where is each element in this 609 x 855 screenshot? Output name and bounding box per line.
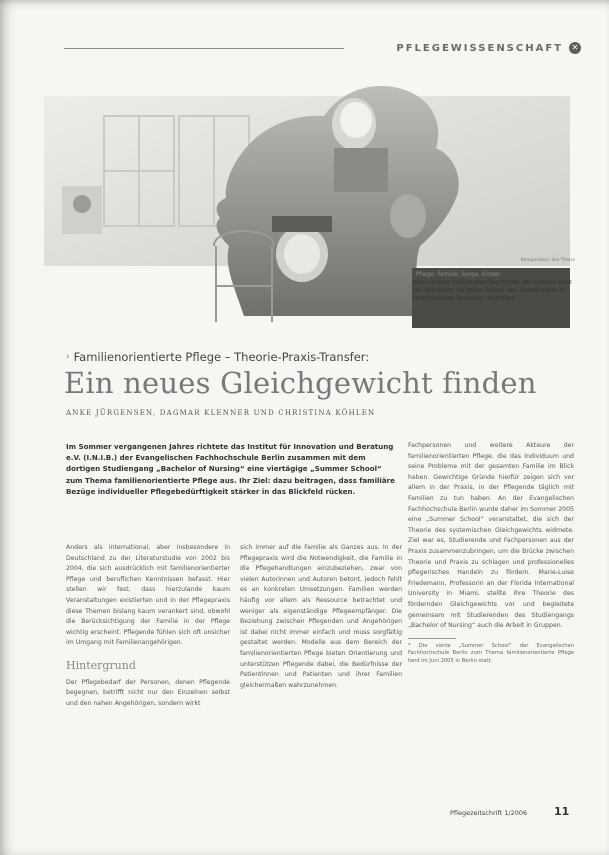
paragraph: Fachpersonen und weitere Akteure der familienorientierten Pflege, die das Individuum und seine Probleme mit der gesamten Familie im Blick haben. Gewichtige Gründe hierfür zeigen sich vor allem in der Praxis, in der Pflegende täglich mit Familien zu tun haben. An der Evangelischen Fachhochschule Berlin wurde daher im Sommer 2005 eine „Summer School“ veranstaltet, die sich der Theorie des systemischen Gleichgewichts widmete. Ziel war es, Studierende und Fachpersonen aus der Praxis zusammenzubringen, um die Brücke zwischen Theorie und Praxis zu schlagen und professionelles pflegerisches Handeln zu fördern. Marie-Luise Friedemann, Professorin an der Florida International University in Miami, stellte ihre Theorie des fördernden Gleichgewichts vor und begleitete gemeinsam mit Studierenden des Studiengangs „Bachelor of Nursing“ auch die Arbeit in Gruppen. <box>408 442 574 630</box>
footer-journal: Pflegezeitschrift 1/2006 <box>450 809 528 817</box>
circle-x-icon: ✕ <box>569 42 581 54</box>
section-label: PFLEGEWISSENSCHAFT <box>396 42 563 54</box>
page-number: 11 <box>554 805 570 818</box>
paragraph: Der Pflegebedarf der Personen, denen Pflegende begegnen, betrifft nicht nur den Einzelnen selbst und den nahen Angehörigen, sondern wirkt <box>66 678 230 707</box>
column-middle <box>240 543 402 691</box>
article-authors: ANKE JÜRGENSEN, DAGMAR KLENNER UND CHRISTINA KÖHLEN <box>66 409 376 417</box>
paragraph: sich immer auf die Familie als Ganzes aus. In der Pflegepraxis wird die Notwendigkeit, die Familie in die Pflegehandlungen einzubeziehen, zwar von vielen Autorinnen und Autoren betont, jedoch fehlt es an konkreten Umsetzungen. Familien werden häufig vor allem als Ressource betrachtet und weniger als eigenständige Pflegeempfänger. Die Beziehung zwischen Pflegenden und Angehörigen ist dabei nicht immer einfach und muss sorgfältig gestaltet werden. Modelle aus dem Bereich der familienorientierten Pflege bieten Orientierung und unterstützen Pflegende dabei, die Bedürfnisse der Patientinnen und Patienten und ihrer Familien gleichermaßen wahrzunehmen. <box>240 544 402 689</box>
article-kicker <box>66 350 546 364</box>
caption-head: · Pflege, Familie, Sorge, Kinder <box>412 272 501 278</box>
article-intro: Im Sommer vergangenen Jahres richtete das Institut für Innovation und Beratung e.V. (I.N.I.B.) der Evangelischen Fachhochschule Berlin zusammen mit dem dortigen Studiengang „Bachelor of Nursing“ eine viertägige „Summer School“ zum Thema familienorientierte Pflege aus. Ihr Ziel: dazu beitragen, dass familiäre Bezüge individueller Pflegebedürftigkeit stärker in das Blickfeld rücken. <box>66 442 395 496</box>
chevron-right-icon: › <box>66 352 70 362</box>
photo-credit: Komposition: Ilse Theiss <box>520 258 575 263</box>
photo-caption <box>412 271 572 303</box>
footnote-rule <box>408 638 456 639</box>
column-right <box>408 441 574 665</box>
caption-body: Jeder ist eine individuelle Geschichte, die Summe auch von familiären Vergeben keiten, den Beziehungen in verschiedenen Personen, begriffen. <box>412 280 572 302</box>
header-rule <box>64 48 344 49</box>
kicker-text: Familienorientierte Pflege – Theorie-Praxis-Transfer: <box>73 350 370 364</box>
footnote: * Die vierte „Summer School“ der Evangelischen Fachhochschule Berlin zum Thema familienorientierte Pflege fand im Juni 2005 in Berlin statt. <box>408 642 574 664</box>
article-title: Ein neues Gleichgewicht finden <box>64 366 537 400</box>
section-header <box>352 40 581 56</box>
paragraph: Anders als international, aber insbesondere in Deutschland zu der Literaturstudie von 2002 bis 2004, die sich ausdrücklich mit familienorientierter Pflege und beruflichen Kenntnissen befasst. Hier stellen wir fest, dass hierzulande kaum Veranstaltungen existierten und in der Pflegepraxis diese Themen bislang kaum verankert sind, obwohl die Berücksichtigung der Familie in der Pflege wichtig erscheint. Pflegende fühlen sich oft unsicher im Umgang mit Familienangehörigen. <box>66 544 230 647</box>
subheading: Hintergrund <box>66 658 136 672</box>
column-left <box>66 543 230 709</box>
